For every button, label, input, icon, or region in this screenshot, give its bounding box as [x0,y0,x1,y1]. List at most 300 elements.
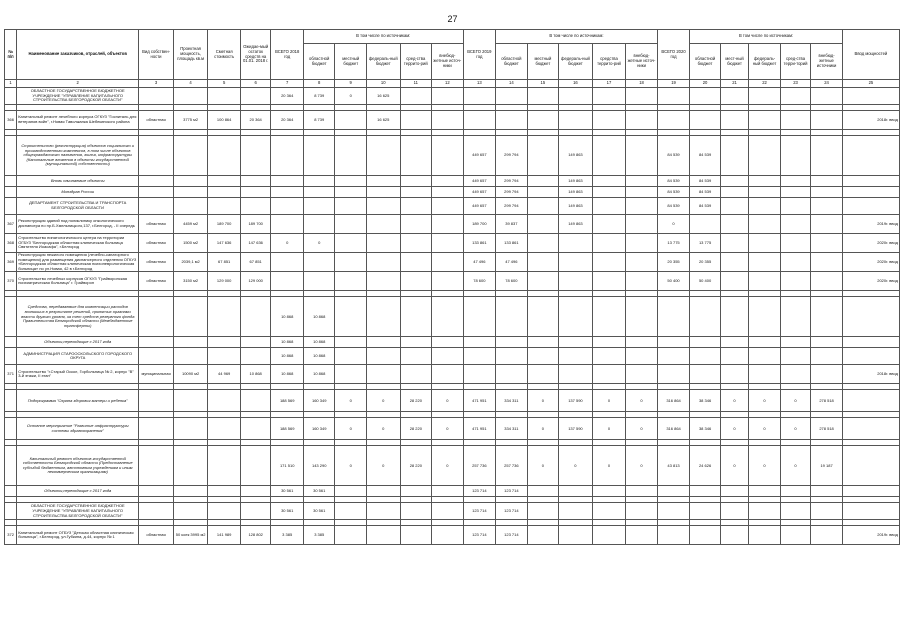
value-cell: 128 802 [240,526,271,545]
value-cell [139,297,174,337]
value-cell: 20 364 [271,88,304,105]
value-cell [208,390,241,412]
value-cell: 160 349 [303,390,335,412]
value-cell: 137 590 [559,418,593,440]
value-cell [527,365,559,384]
value-cell [400,88,432,105]
value-cell [690,526,721,545]
value-cell [303,215,335,234]
value-cell: 20 355 [657,253,690,272]
value-cell [657,503,690,520]
column-number-cell: 25 [842,80,899,88]
table-row [5,337,900,348]
value-cell [139,503,174,520]
value-cell [335,526,367,545]
value-cell [780,272,811,291]
value-cell [592,215,626,234]
value-cell [780,486,811,497]
column-number-cell: 12 [432,80,464,88]
value-cell: 28 220 [400,418,432,440]
value-cell: 0 [720,418,748,440]
value-cell [842,136,899,176]
value-cell: 84 539 [657,198,690,215]
value-cell [303,253,335,272]
row-number-cell [5,418,17,440]
sub-header: местный бюджет [527,44,559,80]
value-cell [303,198,335,215]
value-cell [208,88,241,105]
value-cell: 160 349 [303,418,335,440]
value-cell [592,234,626,253]
value-cell [139,187,174,198]
value-cell [592,486,626,497]
value-cell: 147 636 [240,234,271,253]
value-cell: 10 868 [271,348,304,365]
value-cell [657,486,690,497]
value-cell [208,337,241,348]
value-cell: 0 [720,390,748,412]
object-name-cell: Капитальный ремонт ОГБУЗ "Детская областная клиническая больница", г.Белгород, ул.Губкина, д.44, корпус № 1 [17,526,139,545]
value-cell [527,198,559,215]
col-capacity-header: Проектная мощность, площадь кв.м [173,30,208,80]
value-cell [749,486,781,497]
sources-2019-header: В том числе по источникам: [496,30,658,44]
value-cell [366,253,400,272]
value-cell [559,348,593,365]
object-name-cell: Подпрограмма "Охрана здоровья матери и ребенка" [17,390,139,412]
value-cell [527,215,559,234]
value-cell [720,348,748,365]
table-row [5,272,900,291]
row-number-cell [5,337,17,348]
value-cell [400,526,432,545]
column-number-cell: 22 [749,80,781,88]
value-cell: 50 400 [657,272,690,291]
value-cell [811,253,843,272]
sub-header: внебюд-жетные источники [811,44,843,80]
value-cell [432,348,464,365]
value-cell [173,176,208,187]
value-cell [400,365,432,384]
column-number-cell: 3 [139,80,174,88]
table-row [5,215,900,234]
value-cell: 0 [657,215,690,234]
table-row [5,348,900,365]
value-cell [303,187,335,198]
value-cell [527,88,559,105]
value-cell [657,348,690,365]
value-cell [139,418,174,440]
value-cell: 50 400 [690,272,721,291]
value-cell [496,297,528,337]
column-number-cell: 11 [400,80,432,88]
value-cell [749,272,781,291]
value-cell [559,272,593,291]
value-cell [400,198,432,215]
value-cell: 0 [592,418,626,440]
value-cell [527,234,559,253]
col-commissioning-header: Ввод мощностей [842,30,899,80]
value-cell: 471 951 [463,418,496,440]
object-name-cell: Объекты,переходящие с 2017 года [17,337,139,348]
value-cell: 0 [559,446,593,486]
object-name-cell: Средства, передаваемые для компенсации расходов возникших в результате решений, принятых органами власти другого уровня, за счет средств резервного фонда Правительства Белгородской области (Межбюджетные трансферты) [17,297,139,337]
value-cell [592,365,626,384]
column-number-cell: 20 [690,80,721,88]
row-number-cell: 366 [5,111,17,130]
value-cell [720,187,748,198]
column-number-cell: 13 [463,80,496,88]
value-cell: 334 311 [496,390,528,412]
value-cell: 0 [749,418,781,440]
col-ownership-header: Вид собствен-ности [139,30,174,80]
table-row [5,418,900,440]
value-cell [811,272,843,291]
value-cell [780,348,811,365]
value-cell: 133 861 [496,234,528,253]
object-name-cell: АДМИНИСТРАЦИЯ СТАРООСКОЛЬСКОГО ГОРОДСКОГО ОКРУГА [17,348,139,365]
value-cell: 4459 м2 [173,215,208,234]
row-number-cell: 370 [5,272,17,291]
value-cell: 47 496 [496,253,528,272]
value-cell: 0 [271,234,304,253]
value-cell [842,187,899,198]
table-row [5,198,900,215]
value-cell [463,365,496,384]
value-cell [690,365,721,384]
value-cell: 38 346 [690,418,721,440]
value-cell: 147 636 [208,234,241,253]
value-cell [432,365,464,384]
value-cell: 0 [626,418,658,440]
column-number-cell: 10 [366,80,400,88]
value-cell: 0 [780,418,811,440]
value-cell [720,526,748,545]
value-cell: 10 868 [271,297,304,337]
value-cell [366,486,400,497]
col-total-2018-header: ВСЕГО 2018 год [271,30,304,80]
column-number-cell: 15 [527,80,559,88]
column-number-cell: 24 [811,80,843,88]
object-name-cell: Вновь начинаемые объекты [17,176,139,187]
value-cell: 38 346 [690,390,721,412]
value-cell: областная [139,215,174,234]
sub-header: внебюд-жетные источ-ники [432,44,464,80]
value-cell: 257 736 [496,446,528,486]
value-cell [139,390,174,412]
table-row [5,365,900,384]
value-cell [240,418,271,440]
value-cell: 84 539 [657,176,690,187]
sub-header: сред-ства терри-торий [780,44,811,80]
value-cell: 30 561 [271,486,304,497]
value-cell [496,348,528,365]
value-cell [720,136,748,176]
col-name-header: Наименование заказчиков, отраслей, объектов [17,30,139,80]
value-cell [496,111,528,130]
value-cell [626,365,658,384]
value-cell [780,253,811,272]
value-cell: 24 626 [690,446,721,486]
value-cell [559,337,593,348]
value-cell [432,486,464,497]
object-name-cell: ОБЛАСТНОЕ ГОСУДАРСТВЕННОЕ БЮДЖЕТНОЕ УЧРЕЖДЕНИЕ "УПРАВЛЕНИЕ КАПИТАЛЬНОГО СТРОИТЕЛЬСТВА БЕЛГОРОДСКОЙ ОБЛАСТИ" [17,88,139,105]
value-cell: 84 539 [657,187,690,198]
table-body [5,80,900,545]
value-cell [335,348,367,365]
value-cell [240,486,271,497]
value-cell [690,348,721,365]
value-cell [811,348,843,365]
value-cell: 84 539 [690,187,721,198]
value-cell [366,297,400,337]
value-cell: 0 [780,446,811,486]
value-cell [432,272,464,291]
value-cell [559,253,593,272]
value-cell [400,486,432,497]
column-number-cell: 23 [780,80,811,88]
value-cell [780,88,811,105]
value-cell [139,198,174,215]
value-cell [749,337,781,348]
table-row [5,176,900,187]
sub-header: сред-ства террито-рий [400,44,432,80]
table-row [5,136,900,176]
value-cell [432,88,464,105]
value-cell [592,198,626,215]
value-cell [592,253,626,272]
value-cell [303,176,335,187]
value-cell [240,297,271,337]
value-cell: 0 [592,390,626,412]
value-cell: 3150 м2 [173,272,208,291]
value-cell [335,215,367,234]
value-cell: 3775 м2 [173,111,208,130]
value-cell [592,111,626,130]
value-cell [400,297,432,337]
value-cell [366,215,400,234]
value-cell [432,136,464,176]
value-cell [811,526,843,545]
value-cell: 16 625 [366,111,400,130]
value-cell [626,187,658,198]
object-name-cell: Объекты,переходящие с 2017 года [17,486,139,497]
table-row [5,526,900,545]
col-number-header: № п/п [5,30,17,80]
value-cell: 13 775 [690,234,721,253]
value-cell: 100 864 [208,111,241,130]
value-cell [208,418,241,440]
value-cell [626,337,658,348]
value-cell: 84 539 [690,198,721,215]
value-cell: 10 868 [271,337,304,348]
row-number-cell: 369 [5,253,17,272]
value-cell [208,348,241,365]
value-cell: 20 355 [690,253,721,272]
value-cell [592,136,626,176]
table-row [5,88,900,105]
value-cell [173,198,208,215]
value-cell [400,234,432,253]
value-cell [432,503,464,520]
value-cell [592,297,626,337]
value-cell [749,297,781,337]
value-cell [208,503,241,520]
value-cell: 0 [749,390,781,412]
value-cell: 50 коек 3995 м2 [173,526,208,545]
value-cell [720,198,748,215]
value-cell [657,337,690,348]
value-cell [842,297,899,337]
value-cell: 1500 м2 [173,234,208,253]
value-cell [749,176,781,187]
value-cell [720,215,748,234]
value-cell: 67 851 [208,253,241,272]
value-cell [657,526,690,545]
value-cell [400,272,432,291]
value-cell [690,111,721,130]
object-name-cell: Реконструкция нежилого помещения (лечебно-санаторного помещения) для размещения диспансерного отделения ОГКУЗ «Белгородская областная клиническая психоневрологическая больница» по ул.Новая, 42 в г.Белгород [17,253,139,272]
value-cell: 449 657 [463,136,496,176]
column-number-cell: 18 [626,80,658,88]
value-cell [780,297,811,337]
value-cell [657,297,690,337]
row-number-cell [5,187,17,198]
value-cell: 10 868 [303,337,335,348]
value-cell: муниципальная [139,365,174,384]
value-cell [592,337,626,348]
value-cell [626,234,658,253]
value-cell: 123 714 [496,503,528,520]
value-cell [432,297,464,337]
value-cell: 449 657 [463,176,496,187]
value-cell [432,198,464,215]
value-cell [780,215,811,234]
value-cell [690,486,721,497]
value-cell: 299 794 [496,187,528,198]
object-name-cell: Основное мероприятие "Развитие инфраструктуры системы здравоохранения" [17,418,139,440]
value-cell: 278 518 [811,390,843,412]
value-cell [527,503,559,520]
value-cell [240,503,271,520]
table-row [5,253,900,272]
sub-header: федераль-ный бюджет [366,44,400,80]
value-cell [811,337,843,348]
table-row [5,111,900,130]
value-cell [139,176,174,187]
value-cell [811,503,843,520]
value-cell [366,337,400,348]
value-cell [173,88,208,105]
col-total-2020-header: ВСЕГО 2020 год [657,30,690,80]
row-number-cell [5,136,17,176]
value-cell: 2018г. ввод [842,111,899,130]
value-cell [366,503,400,520]
value-cell: 149 863 [559,136,593,176]
value-cell [432,526,464,545]
value-cell: 10 868 [271,365,304,384]
value-cell [780,526,811,545]
value-cell: 78 600 [496,272,528,291]
value-cell [463,111,496,130]
value-cell: 189 700 [463,215,496,234]
value-cell: 149 863 [559,187,593,198]
value-cell [842,446,899,486]
column-number-cell: 14 [496,80,528,88]
value-cell: 189 700 [240,215,271,234]
sub-header: местный бюджет [335,44,367,80]
value-cell [657,365,690,384]
value-cell [842,88,899,105]
value-cell [527,136,559,176]
sub-header: областной бюджет [303,44,335,80]
value-cell: 8 739 [303,88,335,105]
value-cell [173,486,208,497]
column-number-cell: 21 [720,80,748,88]
value-cell [173,187,208,198]
value-cell [240,390,271,412]
value-cell: 149 863 [559,215,593,234]
table-header [5,30,900,80]
value-cell [432,176,464,187]
value-cell [335,136,367,176]
value-cell: 123 714 [496,486,528,497]
value-cell: 0 [366,418,400,440]
value-cell [240,337,271,348]
col-balance-header: Ожидае-мый остаток средств на 01.01. 2018 г. [240,30,271,80]
value-cell: 0 [432,390,464,412]
value-cell: 2019г. ввод [842,526,899,545]
row-number-cell [5,198,17,215]
column-number-cell: 2 [17,80,139,88]
sub-header: внебюд-жетные источ-ники [626,44,658,80]
value-cell [173,446,208,486]
value-cell [335,198,367,215]
row-number-cell [5,176,17,187]
value-cell [139,337,174,348]
sub-header: областной бюджет [496,44,528,80]
value-cell: 278 518 [811,418,843,440]
value-cell [780,187,811,198]
value-cell: 299 794 [496,176,528,187]
row-number-cell [5,88,17,105]
value-cell: 257 736 [463,446,496,486]
value-cell [271,136,304,176]
value-cell [749,136,781,176]
value-cell [400,337,432,348]
value-cell: 0 [626,390,658,412]
value-cell [271,187,304,198]
value-cell [240,446,271,486]
value-cell [240,198,271,215]
value-cell [559,88,593,105]
value-cell [527,348,559,365]
value-cell: 299 794 [496,198,528,215]
value-cell [811,297,843,337]
value-cell: 189 700 [208,215,241,234]
value-cell [780,337,811,348]
value-cell [463,88,496,105]
value-cell: 0 [366,390,400,412]
value-cell: 3 385 [271,526,304,545]
value-cell: 0 [527,418,559,440]
value-cell [271,272,304,291]
value-cell [173,337,208,348]
value-cell [626,198,658,215]
row-number-cell [5,503,17,520]
value-cell: 2020г. ввод [842,234,899,253]
value-cell: 47 496 [463,253,496,272]
